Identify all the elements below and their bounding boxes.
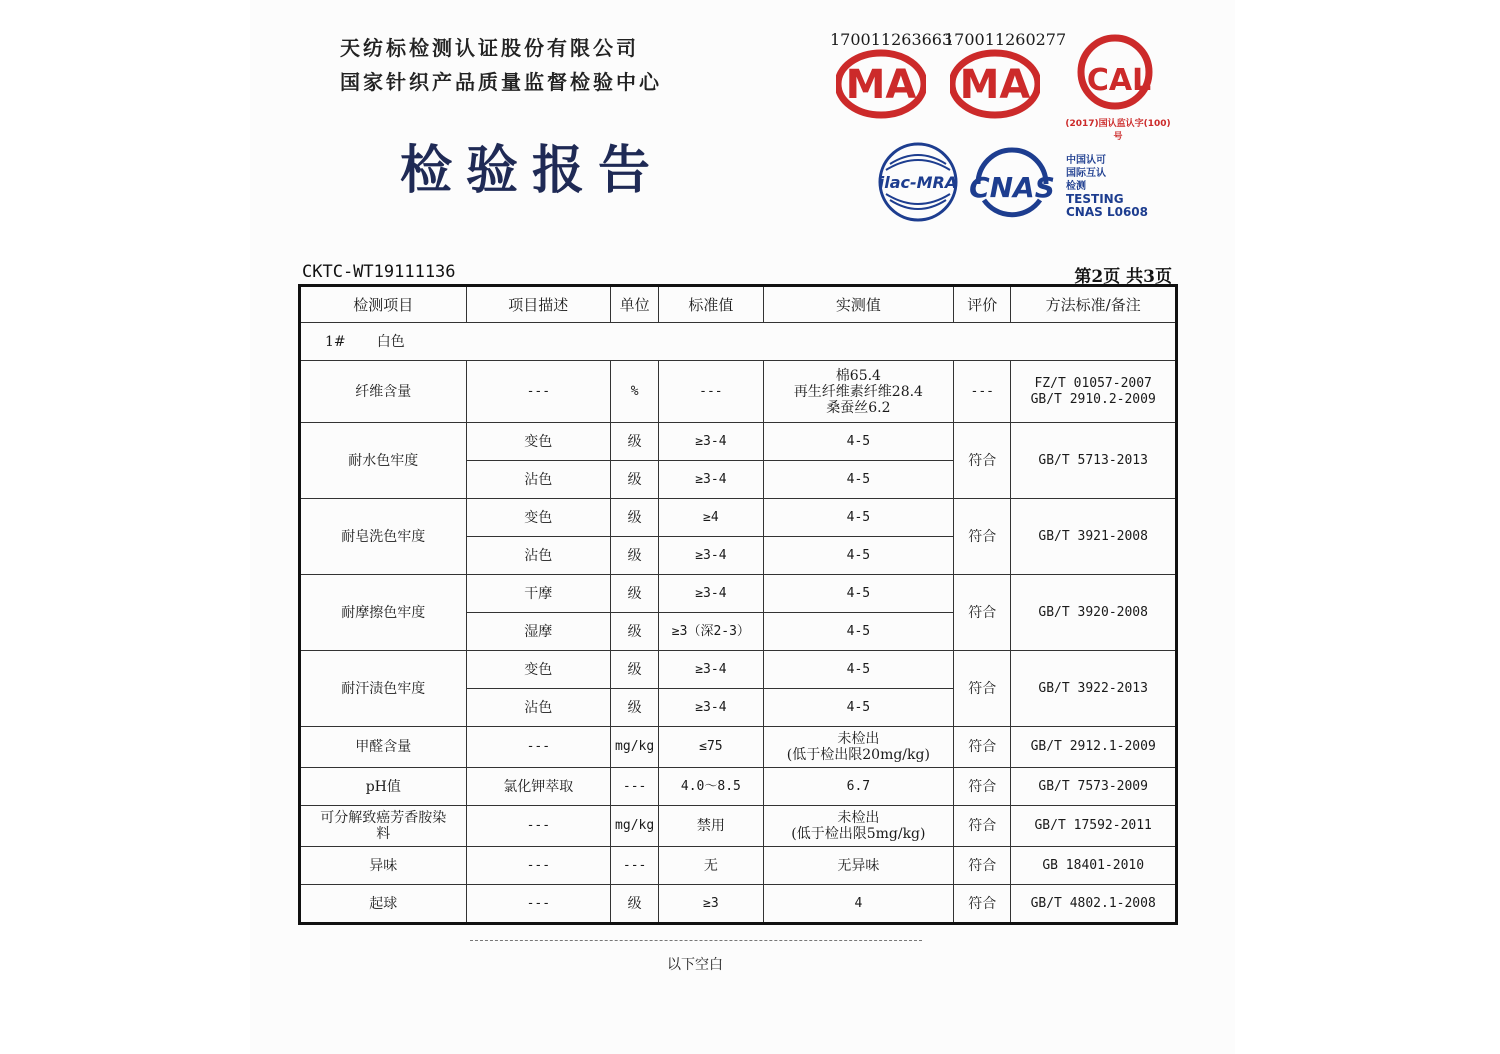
evaluation-cell: 符合 [954,847,1011,885]
report-number: CKTC-WT19111136 [302,262,456,282]
result-cell: 4 [763,885,954,924]
result-cell: 4-5 [763,613,954,651]
desc-cell: 湿摩 [466,613,610,651]
header-result: 实测值 [763,286,954,323]
sample-row [300,323,1177,361]
standard-cell: ≥3-4 [659,651,763,689]
result-line: 棉65.4 [835,367,881,384]
method-cell: GB/T 3922-2013 [1011,651,1177,727]
cnas-line: 中国认可 [1066,155,1106,166]
unit-cell: --- [611,768,659,806]
method-cell: GB/T 4802.1-2008 [1011,885,1177,924]
organization-subname: 国家针织产品质量监督检验中心 [340,70,662,94]
table-row [300,361,1177,423]
evaluation-cell: 符合 [954,806,1011,847]
method-cell: GB/T 17592-2011 [1011,806,1177,847]
ilac-mark-text: ilac-MRA [878,173,958,192]
table-row [300,423,1177,461]
cnas-line: 国际互认 [1066,168,1106,179]
desc-cell: 干摩 [466,575,610,613]
desc-cell: 变色 [466,651,610,689]
cma-mark-text: MA [845,62,917,108]
header-item: 检测项目 [300,286,467,323]
result-cell: 4-5 [763,575,954,613]
desc-cell: --- [466,727,610,768]
cnas-mark-text: CNAS [969,171,1055,204]
standard-cell: ≥3（深2-3） [659,613,763,651]
result-cell [763,806,954,847]
ilac-mra-icon [876,140,960,224]
table-header-row [300,286,1177,323]
standard-cell: ≥3-4 [659,537,763,575]
cnas-line: TESTING [1066,192,1124,206]
method-cell: GB/T 2912.1-2009 [1011,727,1177,768]
item-cell: 纤维含量 [300,361,467,423]
table-row [300,806,1177,847]
unit-cell: 级 [611,499,659,537]
header-standard: 标准值 [659,286,763,323]
result-cell [763,361,954,423]
table-row [300,575,1177,613]
page-indicator: 第2页 共3页 [1074,267,1172,287]
unit-cell: 级 [611,651,659,689]
cma-code-2: 170011260277 [944,30,1067,49]
standard-cell: 无 [659,847,763,885]
desc-cell: 变色 [466,423,610,461]
inspection-table [298,284,1178,925]
cnas-line: CNAS L0608 [1066,205,1149,219]
desc-cell: 沾色 [466,537,610,575]
end-divider [470,940,922,941]
table-row [300,499,1177,537]
table-row [300,727,1177,768]
standard-cell: ≥3-4 [659,461,763,499]
table-row [300,847,1177,885]
method-cell: GB/T 3920-2008 [1011,575,1177,651]
cal-seal-icon [1075,32,1161,112]
unit-cell: 级 [611,461,659,499]
unit-cell: 级 [611,689,659,727]
result-cell: 4-5 [763,423,954,461]
desc-cell: 变色 [466,499,610,537]
item-cell: 起球 [300,885,467,924]
blank-below-note: 以下空白 [667,957,723,973]
standard-cell: ≥3 [659,885,763,924]
result-line: (低于检出限20mg/kg) [786,747,930,763]
result-line: 再生纤维素纤维28.4 [793,383,923,400]
standard-cell: --- [659,361,763,423]
standard-cell: ≥4 [659,499,763,537]
standard-cell: 禁用 [659,806,763,847]
cma-logo-1 [830,30,953,130]
result-cell: 4-5 [763,461,954,499]
evaluation-cell: 符合 [954,499,1011,575]
sample-cell [300,323,1177,361]
desc-cell: 氯化钾萃取 [466,768,610,806]
cal-mark-text: CAL [1086,63,1152,98]
unit-cell: 级 [611,575,659,613]
item-cell: 耐汗渍色牢度 [300,651,467,727]
evaluation-cell: 符合 [954,885,1011,924]
cma-seal-icon [950,48,1040,120]
header-method: 方法标准/备注 [1011,286,1177,323]
cnas-caption [1066,154,1148,219]
cal-code: (2017)国认监认字(100)号 [1065,119,1171,142]
organization-name: 天纺标检测认证股份有限公司 [340,36,639,60]
table-row [300,651,1177,689]
item-cell: 异味 [300,847,467,885]
standard-cell: ≤75 [659,727,763,768]
sample-id: 1# [325,333,346,350]
unit-cell: 级 [611,423,659,461]
result-cell: 6.7 [763,768,954,806]
result-cell: 4-5 [763,651,954,689]
header-unit: 单位 [611,286,659,323]
standard-cell: 4.0～8.5 [659,768,763,806]
evaluation-cell: 符合 [954,575,1011,651]
desc-cell: --- [466,361,610,423]
evaluation-cell: --- [954,361,1011,423]
unit-cell: 级 [611,537,659,575]
item-cell: 耐摩擦色牢度 [300,575,467,651]
table-row [300,885,1177,924]
item-cell: 甲醛含量 [300,727,467,768]
result-cell [763,727,954,768]
unit-cell: % [611,361,659,423]
evaluation-cell: 符合 [954,651,1011,727]
standard-cell: ≥3-4 [659,423,763,461]
desc-cell: --- [466,847,610,885]
table-row [300,768,1177,806]
method-cell: GB/T 5713-2013 [1011,423,1177,499]
report-title: 检验报告 [400,140,665,201]
item-cell: 耐皂洗色牢度 [300,499,467,575]
desc-cell: --- [466,806,610,847]
method-cell: GB/T 3921-2008 [1011,499,1177,575]
item-line: 可分解致癌芳香胺染 [320,810,447,826]
cma-logo-2 [944,30,1067,130]
header-desc: 项目描述 [466,286,610,323]
standard-cell: ≥3-4 [659,575,763,613]
unit-cell: 级 [611,885,659,924]
unit-cell: mg/kg [611,727,659,768]
unit-cell: 级 [611,613,659,651]
cma-seal-icon [836,48,926,120]
evaluation-cell: 符合 [954,423,1011,499]
method-cell: GB 18401-2010 [1011,847,1177,885]
result-line: 桑蚕丝6.2 [826,399,891,416]
desc-cell: 沾色 [466,689,610,727]
method-line: GB/T 2910.2-2009 [1030,391,1156,407]
cnas-line: 检测 [1066,181,1086,192]
method-line: FZ/T 01057-2007 [1034,375,1152,391]
method-cell: GB/T 7573-2009 [1011,768,1177,806]
standard-cell: ≥3-4 [659,689,763,727]
result-cell: 4-5 [763,689,954,727]
item-cell [300,806,467,847]
cma-mark-text: MA [959,62,1031,108]
item-cell: 耐水色牢度 [300,423,467,499]
desc-cell: 沾色 [466,461,610,499]
header-evaluation: 评价 [954,286,1011,323]
result-line: 未检出 [837,810,880,826]
unit-cell: mg/kg [611,806,659,847]
evaluation-cell: 符合 [954,768,1011,806]
method-cell [1011,361,1177,423]
result-line: (低于检出限5mg/kg) [791,826,926,842]
item-cell: pH值 [300,768,467,806]
item-line: 料 [376,826,391,842]
desc-cell: --- [466,885,610,924]
evaluation-cell: 符合 [954,727,1011,768]
unit-cell: --- [611,847,659,885]
result-cell: 4-5 [763,537,954,575]
cnas-seal-icon [964,142,1060,226]
result-line: 未检出 [837,731,880,747]
result-cell: 无异味 [763,847,954,885]
sample-color: 白色 [376,333,405,350]
result-cell: 4-5 [763,499,954,537]
cma-code-1: 170011263663 [830,30,953,49]
